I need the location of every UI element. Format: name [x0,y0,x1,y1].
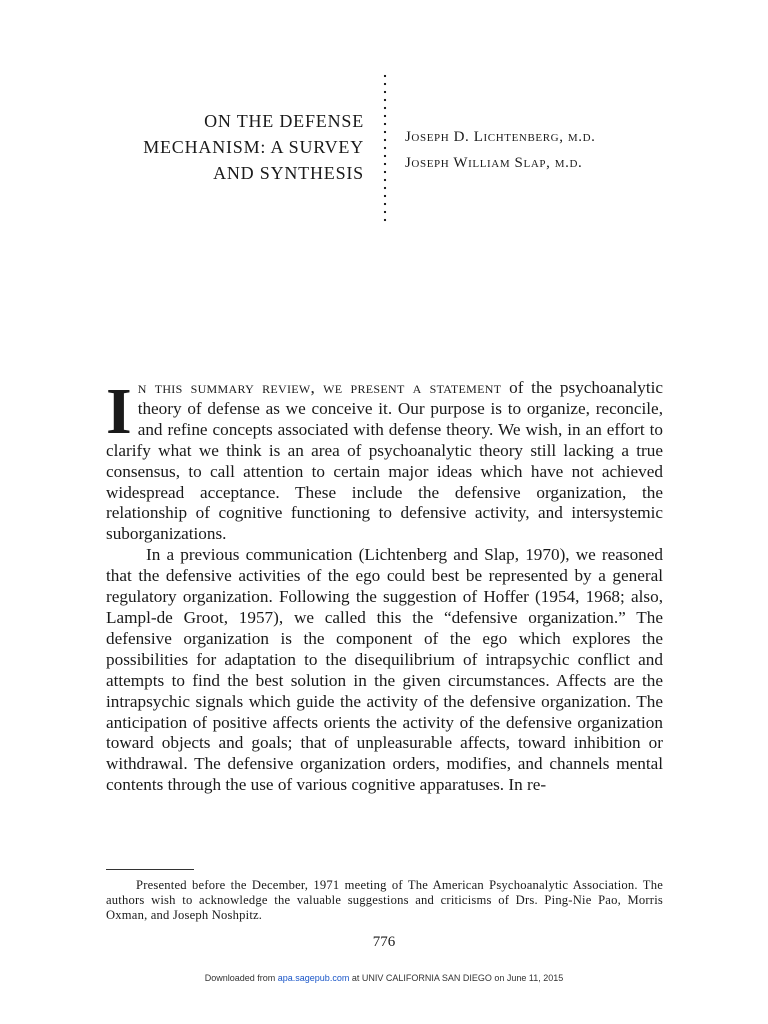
download-notice [0,973,768,983]
article-title [100,108,364,186]
title-line: MECHANISM: A SURVEY [143,137,364,157]
author-name: Joseph William Slap, m.d. [405,155,583,171]
footnote [106,878,663,923]
footnote-rule [106,869,194,870]
title-line: ON THE DEFENSE [204,111,364,131]
paragraph [106,375,663,545]
download-prefix: Downloaded from [204,973,278,983]
source-link[interactable]: apa.sagepub.com [277,973,350,983]
footnote-text: Presented before the December, 1971 meeting of The American Psychoanalytic Association. The authors wish to acknowledge the valuable suggestions and criticisms of Drs. Ping-Nie Pao, Morris Oxman, and Joseph Noshpitz. [106,878,663,922]
page-number: 776 [372,934,396,950]
author-name: Joseph D. Lichtenberg, m.d. [405,129,596,145]
title-line: AND SYNTHESIS [213,163,364,183]
paragraph: In a previous communication (Lichtenberg and Slap, 1970), we reasoned that the defensive activities of the ego could best be represented by a general regulatory organization. Following the suggestion of Hoffer (1954, 1968; also, Lampl-de Groot, 1957), we called this the “defensive organization.” The defensive organization is the component of the ego which explores the possibilities for adaptation to the disequilibrium of intrapsychic conflict and attempts to find the best solution in the given circumstances. Affects are the intrapsychic signals which guide the activity of the defensive organization. The anticipation of positive affects orients the activity of the defensive organization toward objects and goals; that of unpleasurable affects, toward inhibition or withdrawal. The defensive organization orders, modifies, and channels mental contents through the use of various cognitive apparatuses. In re- [106,545,663,795]
download-suffix: at UNIV CALIFORNIA SAN DIEGO on June 11, 2015 [349,973,564,983]
drop-cap: I [106,375,132,448]
author-list [405,124,596,176]
lead-in-caps: n this summary review, we present a statement [137,378,502,397]
article-body [106,375,663,796]
dotted-divider [383,72,387,224]
paragraph-text: of the psychoanalytic theory of defense as we conceive it. Our purpose is to organize, reconcile, and refine concepts associated with defense theory. We wish, in an effort to clarify what we think is an area of psychoanalytic theory still lacking a true consensus, to call attention to certain major ideas which have not achieved widespread acceptance. These include the defensive organization, the relationship of cognitive functioning to defensive activity, and intersystemic suborganizations. [106,378,663,544]
